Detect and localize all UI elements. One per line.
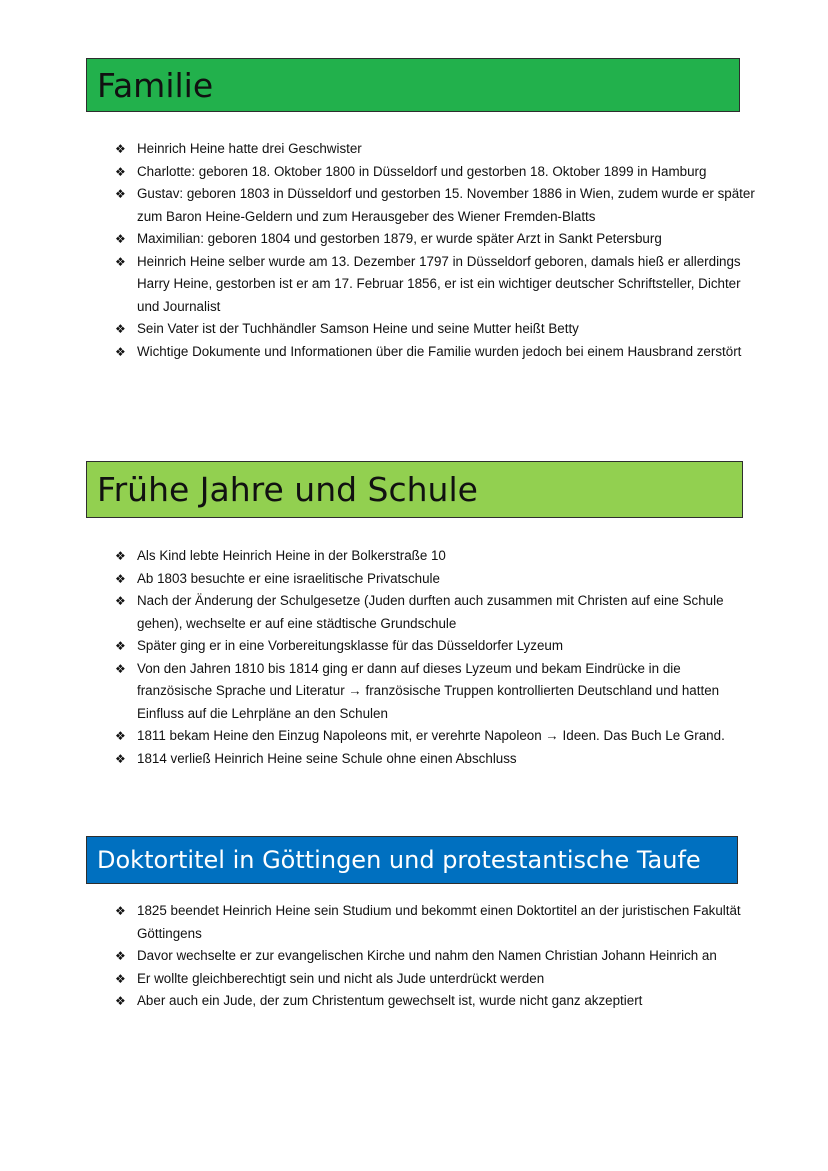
list-item [115,658,755,726]
list-item [115,183,755,228]
diamond-flower-icon: ❖ [115,661,126,676]
list-item-text: Nach der Änderung der Schulgesetze (Juden durften auch zusammen mit Christen auf eine Schule gehen), wechselte er auf eine städtische Grundschule [137,593,724,631]
list-item-text: 1811 bekam Heine den Einzug Napoleons mit, er verehrte Napoleon → Ideen. Das Buch Le Grand. [137,728,725,743]
diamond-flower-icon: ❖ [115,571,126,586]
list-item [115,968,755,991]
section-title-familie: Familie [97,65,214,105]
diamond-flower-icon: ❖ [115,322,126,336]
list-item [115,990,755,1013]
heading-box-familie [86,58,740,112]
list-item [115,945,755,968]
list-item [115,545,755,568]
list-item [115,568,755,591]
section-title-fruehe-jahre: Frühe Jahre und Schule [97,470,478,509]
list-item [115,138,755,161]
list-item-text: Er wollte gleichberechtigt sein und nicht als Jude unterdrückt werden [137,970,545,986]
list-item [115,748,755,771]
bullet-list-doktortitel [115,900,755,1013]
diamond-flower-icon: ❖ [115,164,126,179]
diamond-flower-icon: ❖ [115,232,126,246]
list-item [115,590,755,635]
bullet-list-familie [115,138,755,363]
list-item [115,635,755,658]
list-item [115,228,755,251]
diamond-flower-icon: ❖ [115,254,126,269]
diamond-flower-icon: ❖ [115,344,126,359]
list-item-text: Wichtige Dokumente und Informationen über die Familie wurden jedoch bei einem Hausbrand zerstört [137,343,742,359]
diamond-flower-icon: ❖ [115,142,126,156]
heading-box-doktortitel [86,836,738,884]
list-item [115,725,755,748]
diamond-flower-icon: ❖ [115,994,126,1008]
list-item-text: Maximilian: geboren 1804 und gestorben 1879, er wurde später Arzt in Sankt Petersburg [137,231,662,246]
list-item-text: Gustav: geboren 1803 in Düsseldorf und gestorben 15. November 1886 in Wien, zudem wurde er später zum Baron Heine-Geldern und zum Herausgeber des Wiener Fremden-Blatts [137,186,755,224]
list-item-text: Heinrich Heine hatte drei Geschwister [137,141,362,156]
list-item-text: Charlotte: geboren 18. Oktober 1800 in Düsseldorf und gestorben 18. Oktober 1899 in Hamburg [137,163,707,179]
bullet-list-fruehe-jahre [115,545,755,770]
diamond-flower-icon: ❖ [115,594,126,608]
diamond-flower-icon: ❖ [115,187,126,201]
diamond-flower-icon: ❖ [115,971,126,986]
list-item-text: Sein Vater ist der Tuchhändler Samson Heine und seine Mutter heißt Betty [137,321,579,336]
list-item-text: Aber auch ein Jude, der zum Christentum gewechselt ist, wurde nicht ganz akzeptiert [137,993,643,1008]
diamond-flower-icon: ❖ [115,729,126,743]
heading-box-fruehe-jahre [86,461,743,518]
list-item-text: Als Kind lebte Heinrich Heine in der Bolkerstraße 10 [137,548,446,563]
list-item-text: Von den Jahren 1810 bis 1814 ging er dann auf dieses Lyzeum und bekam Eindrücke in die französische Sprache und Literatur → französische Truppen kontrollierten Deutschland und hatten Einfluss auf die Lehrpläne an den Schulen [137,660,720,721]
diamond-flower-icon: ❖ [115,904,126,918]
list-item-text: Später ging er in eine Vorbereitungsklasse für das Düsseldorfer Lyzeum [137,638,564,653]
list-item [115,251,755,319]
list-item [115,900,755,945]
list-item-text: 1814 verließ Heinrich Heine seine Schule ohne einen Abschluss [137,750,517,766]
list-item-text: 1825 beendet Heinrich Heine sein Studium und bekommt einen Doktortitel an der juristischen Fakultät Göttingens [137,903,741,941]
list-item-text: Davor wechselte er zur evangelischen Kirche und nahm den Namen Christian Johann Heinrich an [137,948,717,963]
diamond-flower-icon: ❖ [115,751,126,766]
diamond-flower-icon: ❖ [115,949,126,963]
list-item-text: Ab 1803 besuchte er eine israelitische Privatschule [137,570,440,586]
list-item [115,318,755,341]
section-title-doktortitel: Doktortitel in Göttingen und protestantische Taufe [97,846,701,874]
list-item [115,341,755,364]
diamond-flower-icon: ❖ [115,549,126,563]
diamond-flower-icon: ❖ [115,639,126,653]
list-item [115,161,755,184]
list-item-text: Heinrich Heine selber wurde am 13. Dezember 1797 in Düsseldorf geboren, damals hieß er allerdings Harry Heine, gestorben ist er am 17. Februar 1856, er ist ein wichtiger deutscher Schriftsteller, Dichter und Journalist [137,253,741,314]
